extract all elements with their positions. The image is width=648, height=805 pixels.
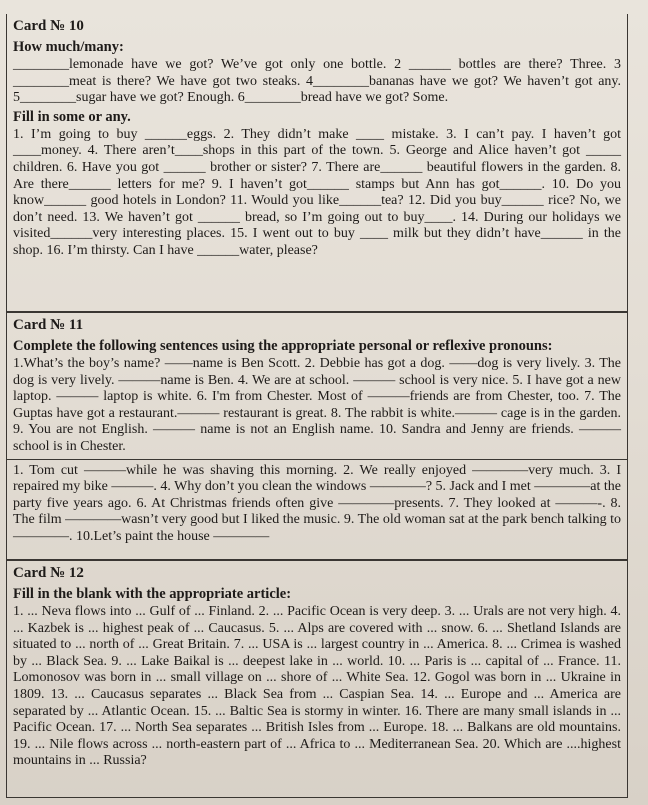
how-much-many-exercise: ________lemonade have we got? We’ve got only one bottle. 2 ______ bottles are there? Three. 3 ________meat is there? We have got two steaks. 4________bananas have we got? We haven’t got any. 5________sugar have we got? Enough. 6________bread have we got? Some. (13, 57, 621, 106)
card-10-title: Card № 10 (13, 18, 84, 34)
card-12-title: Card № 12 (13, 565, 84, 581)
card-12 (6, 560, 628, 798)
reflexive-pronouns-exercise: 1. Tom cut ———while he was shaving this morning. 2. We really enjoyed ————very much. 3. I repaired my bike ———. 4. Why don’t you clean the windows ————? 5. Jack and I met ————at the party five years ago. 6. At Christmas friends often give ————presents. 7. They looked at ———-. 8. The film ————wasn’t very good but I liked the music. 9. The old woman sat at the park bench talking to ————. 10.Let’s paint the house ———— (13, 462, 621, 544)
articles-exercise: 1. ... Neva flows into ... Gulf of ... Finland. 2. ... Pacific Ocean is very deep. 3. ... Urals are not very high. 4. ... Kazbek is ... highest peak of ... Caucasus. 5. ... Alps are covered with ... snow. 6. ... Shetland Islands are situated to ... north of ... Great Britain. 7. ... USA is ... largest country in ... America. 8. ... Crimea is washed by ... Black Sea. 9. ... Lake Baikal is ... deepest lake in ... world. 10. ... Paris is ... capital of ... France. 11. Lomonosov was born in ... small village on ... shore of ... White Sea. 12. Gogol was born in ... Ukraine in 1809. 13. ... Caucasus separates ... Black Sea from ... Caspian Sea. 14. ... Europe and ... America are separated by ... Atlantic Ocean. 15. ... Baltic Sea is stormy in winter. 16. There are many small islands in ... Pacific Ocean. 17. ... North Sea separates ... British Isles from ... Europe. 18. ... Balkans are old mountains. 19. ... Nile flows across ... north-eastern part of ... Africa to ... Mediterranean Sea. 20. Which are ....highest mountains in ... Russia? (13, 604, 621, 769)
card-10 (6, 14, 628, 312)
how-much-many-heading: How much/many: (13, 39, 124, 55)
card-11-title: Card № 11 (13, 317, 84, 333)
card-11-divider (7, 459, 627, 460)
articles-heading: Fill in the blank with the appropriate article: (13, 586, 292, 602)
pronouns-heading: Complete the following sentences using the appropriate personal or reflexive pronouns: (13, 338, 553, 354)
personal-pronouns-exercise: 1.What’s the boy’s name? ——name is Ben Scott. 2. Debbie has got a dog. ——dog is very lively. 3. The dog is very lively. ———name is Ben. 4. We are at school. ——— school is very nice. 5. I have got a new laptop. ——— laptop is white. 6. I'm from Chester. Most of ———friends are from Chester, too. 7. The Guptas have got a restaurant.——— restaurant is great. 8. The rabbit is white.——— cage is in the garden. 9. You are not English. ——— name is not an English name. 10. Sandra and Jenny are friends. ——— school is in Chester. (13, 356, 621, 454)
some-any-heading: Fill in some or any. (13, 108, 131, 125)
card-11 (6, 312, 628, 560)
some-any-exercise: 1. I’m going to buy ______eggs. 2. They didn’t make ____ mistake. 3. I can’t pay. I haven’t got ____money. 4. There aren’t____shops in this part of the town. 5. George and Alice haven’t got _____ children. 6. Have you got ______ brother or sister? 7. There are______ beautiful flowers in the garden. 8. Are there______ letters for me? 9. I haven’t got______ stamps but Ann has got______. 10. Do you know______ good hotels in London? 11. Would you like______tea? 12. Did you buy______ rice? No, we don’t need. 13. We haven’t got ______ bread, so I’m going out to buy____. 14. During our holidays we visited______very interesting places. 15. I went out to buy ____ milk but they didn’t have______ in the shop. 16. I’m thirsty. Can I have ______water, please? (13, 126, 621, 258)
